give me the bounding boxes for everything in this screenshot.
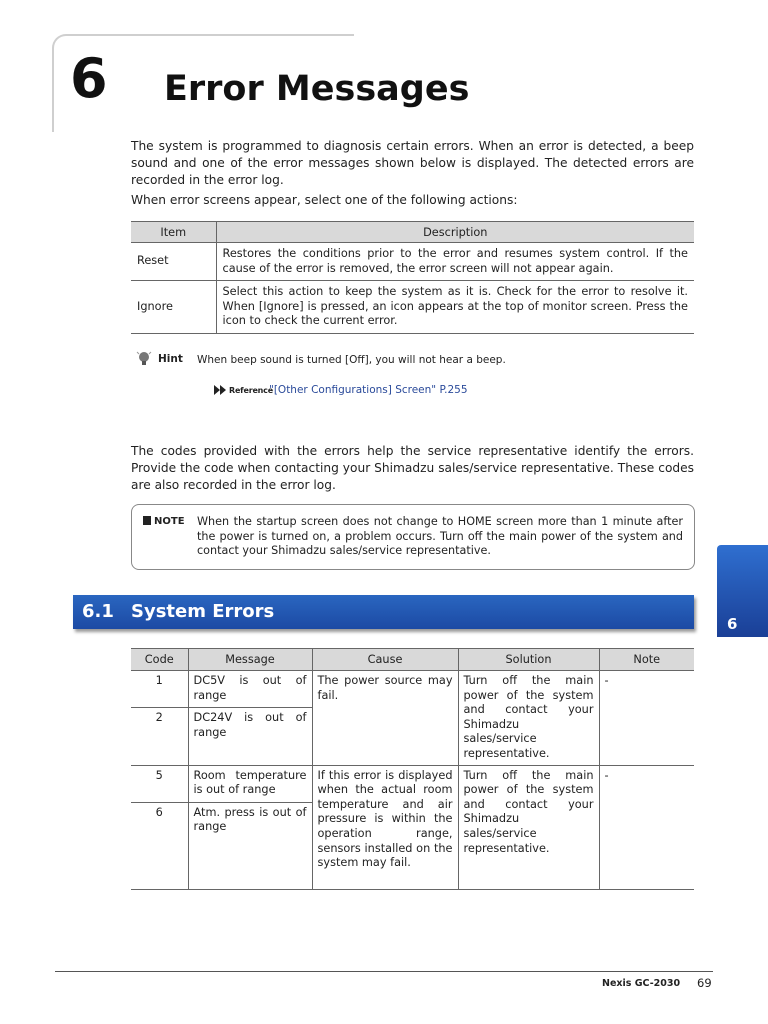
section-number: 6.1 bbox=[82, 601, 114, 622]
action-item: Reset bbox=[131, 243, 216, 281]
action-item: Ignore bbox=[131, 281, 216, 334]
double-arrow-icon bbox=[214, 385, 228, 395]
table-row bbox=[131, 281, 694, 334]
error-message: DC24V is out of range bbox=[188, 708, 312, 765]
column-header-cause: Cause bbox=[312, 649, 458, 671]
error-code: 2 bbox=[131, 708, 188, 765]
codes-paragraph: The codes provided with the errors help the service representative identify the errors. Provide the code when contacting your Shimadzu sales/service representative. These codes are also recorded in the error log. bbox=[131, 444, 694, 492]
table-header-row bbox=[131, 649, 694, 671]
column-header-message: Message bbox=[188, 649, 312, 671]
table-row bbox=[131, 671, 694, 708]
error-note: - bbox=[599, 765, 694, 889]
error-code: 5 bbox=[131, 765, 188, 802]
actions-intro: When error screens appear, select one of the following actions: bbox=[131, 193, 518, 207]
column-header-solution: Solution bbox=[458, 649, 599, 671]
reference-link[interactable]: "[Other Configurations] Screen" P.255 bbox=[269, 384, 468, 396]
lightbulb-icon bbox=[136, 350, 152, 368]
hint-label: Hint bbox=[158, 353, 183, 365]
page-title: Error Messages bbox=[164, 69, 470, 109]
error-note: - bbox=[599, 671, 694, 766]
error-cause: If this error is displayed when the actual room temperature and air pressure is within the operation range, sensors installed on the system may fail. bbox=[312, 765, 458, 889]
side-tab-number: 6 bbox=[727, 615, 738, 633]
note-label-text: NOTE bbox=[154, 516, 185, 527]
chapter-side-tab bbox=[717, 545, 768, 637]
table-row bbox=[131, 765, 694, 802]
error-message: DC5V is out of range bbox=[188, 671, 312, 708]
action-description: Restores the conditions prior to the error and resumes system control. If the cause of the error is removed, the error screen will not appear again. bbox=[216, 243, 694, 281]
error-cause: The power source may fail. bbox=[312, 671, 458, 766]
hint-text: When beep sound is turned [Off], you will not hear a beep. bbox=[197, 354, 506, 366]
page-number: 69 bbox=[697, 976, 712, 990]
error-message: Room temperature is out of range bbox=[188, 765, 312, 802]
note-text: When the startup screen does not change to HOME screen more than 1 minute after the power is turned on, a problem occurs. Turn off the main power of the system and contact your Shimadzu sales/service representative. bbox=[197, 515, 683, 557]
table-header-row bbox=[131, 222, 694, 243]
note-label bbox=[143, 516, 185, 527]
column-header-item: Item bbox=[131, 222, 216, 243]
chapter-number: 6 bbox=[70, 47, 108, 110]
footer-divider bbox=[55, 971, 713, 972]
column-header-note: Note bbox=[599, 649, 694, 671]
error-solution: Turn off the main power of the system and contact your Shimadzu sales/service representative. bbox=[458, 671, 599, 766]
error-code: 1 bbox=[131, 671, 188, 708]
column-header-description: Description bbox=[216, 222, 694, 243]
system-errors-table bbox=[131, 648, 694, 890]
actions-table bbox=[131, 221, 694, 334]
intro-paragraph: The system is programmed to diagnosis certain errors. When an error is detected, a beep sound and one of the error messages shown below is displayed. The detected errors are recorded in the error log. bbox=[131, 139, 694, 187]
error-code: 6 bbox=[131, 802, 188, 889]
column-header-code: Code bbox=[131, 649, 188, 671]
note-icon bbox=[143, 516, 151, 525]
reference-label: Reference bbox=[229, 386, 273, 395]
table-row bbox=[131, 243, 694, 281]
error-solution: Turn off the main power of the system and contact your Shimadzu sales/service representative. bbox=[458, 765, 599, 889]
action-description: Select this action to keep the system as it is. Check for the error to resolve it. When [Ignore] is pressed, an icon appears at the top of monitor screen. Press the icon to check the current error. bbox=[216, 281, 694, 334]
section-title: System Errors bbox=[131, 601, 275, 622]
footer-product-name: Nexis GC-2030 bbox=[602, 978, 681, 989]
error-message: Atm. press is out of range bbox=[188, 802, 312, 889]
